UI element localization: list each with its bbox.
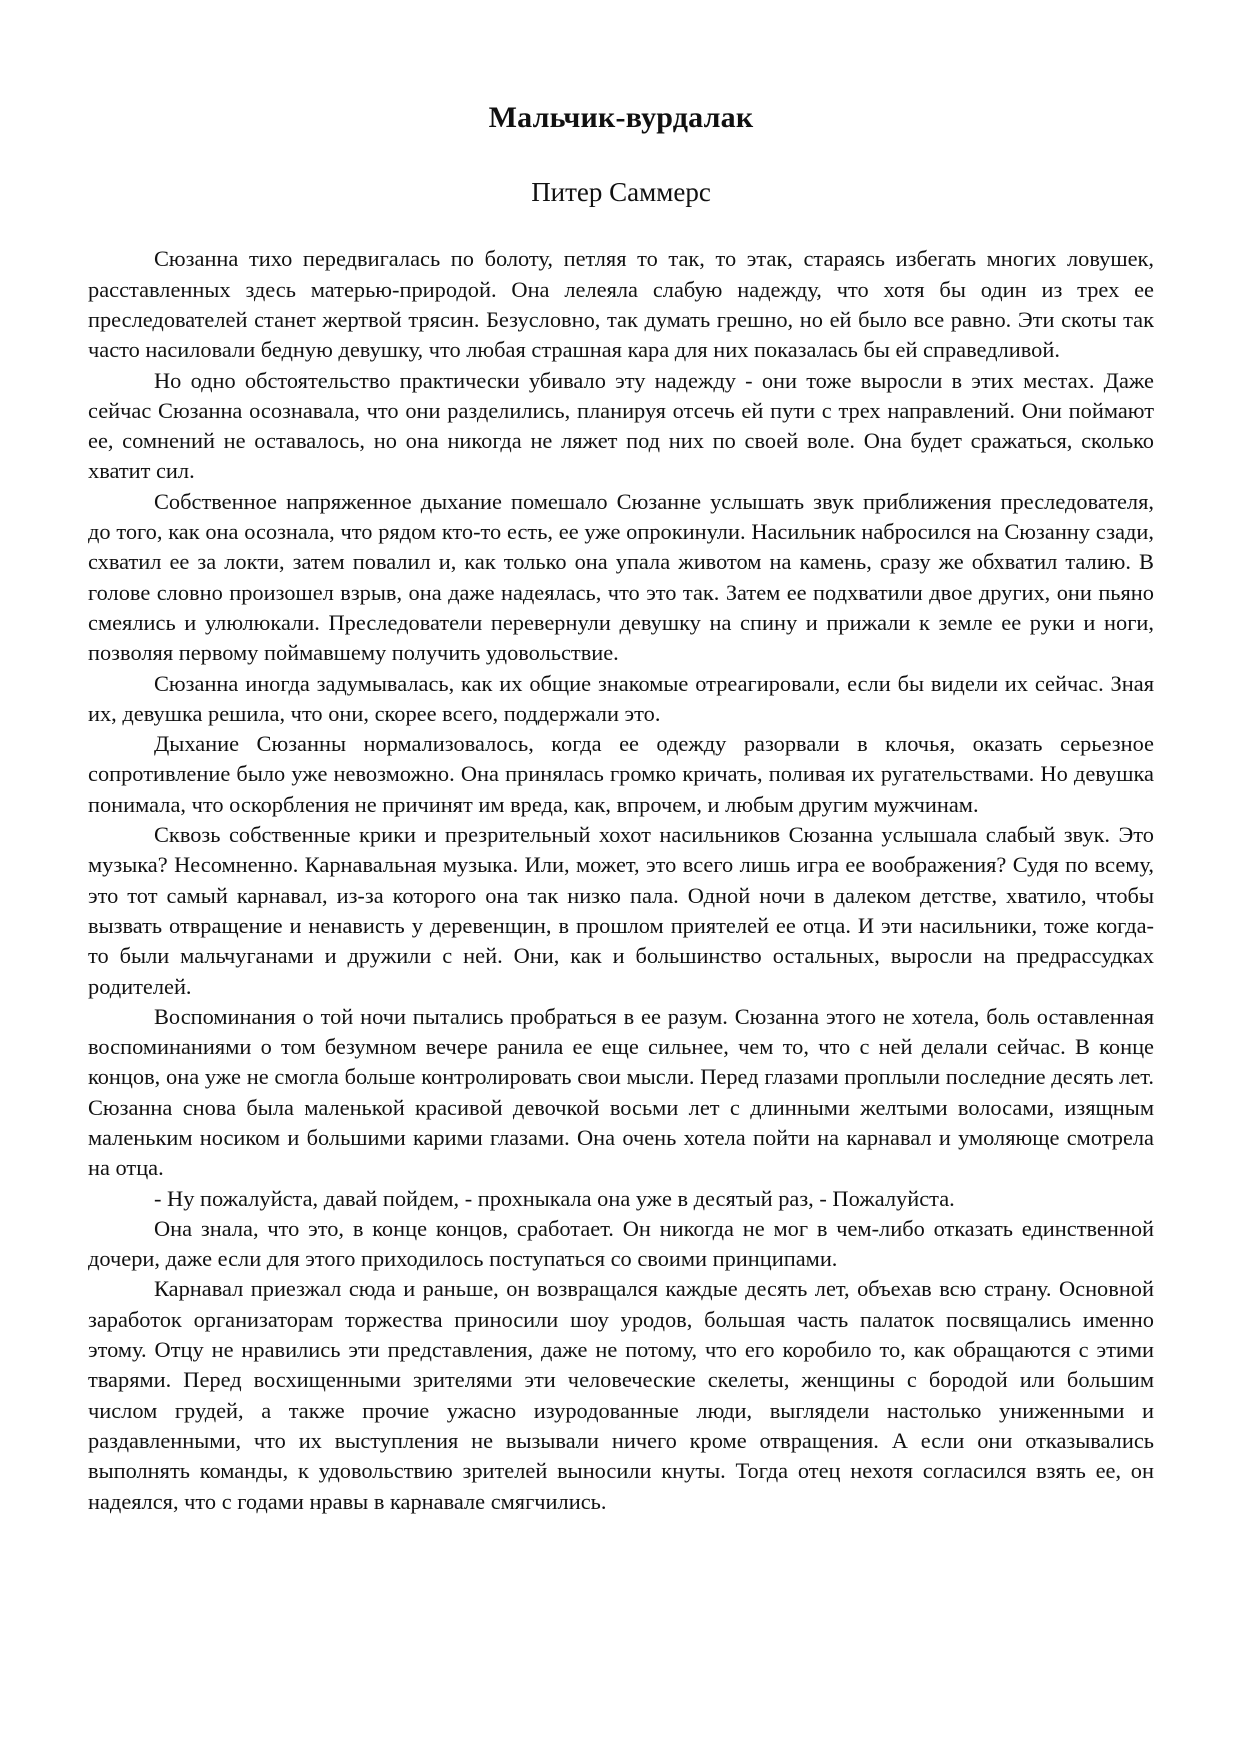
paragraph: Она знала, что это, в конце концов, сработает. Он никогда не мог в чем-либо отказать единственной дочери, даже если для этого приходилось поступаться со своими принципами. — [88, 1215, 1154, 1272]
page-title: Мальчик-вурдалак — [488, 101, 754, 134]
paragraph: Воспоминания о той ночи пытались пробраться в ее разум. Сюзанна этого не хотела, боль оставленная воспоминаниями о том безумном вечере ранила ее еще сильнее, чем то, что с ней делали сейчас. В конце концов, она уже не смогла больше контролировать свои мысли. Перед глазами проплыли последние десять лет. Сюзанна снова была маленькой красивой девочкой восьми лет с длинными желтыми волосами, изящным маленьким носиком и большими карими глазами. Она очень хотела пойти на карнавал и умоляюще смотрела на отца. — [88, 1003, 1154, 1181]
paragraph: Но одно обстоятельство практически убивало эту надежду - они тоже выросли в этих местах. Даже сейчас Сюзанна осознавала, что они разделились, планируя отсечь ей пути с трех направлений. Они поймают ее, сомнений не оставалось, но она никогда не ляжет под них по своей воле. Она будет сражаться, сколько хватит сил. — [88, 367, 1154, 484]
paragraph: - Ну пожалуйста, давай пойдем, - прохныкала она уже в десятый раз, - Пожалуйста. — [154, 1185, 955, 1211]
paragraph: Сюзанна иногда задумывалась, как их общие знакомые отреагировали, если бы видели их сейчас. Зная их, девушка решила, что они, скорее всего, поддержали это. — [88, 670, 1154, 726]
paragraph: Карнавал приезжал сюда и раньше, он возвращался каждые десять лет, объехав всю страну. Основной заработок организаторам торжества приносили шоу уродов, большая часть палаток посвящались именно этому. Отцу не нравились эти представления, даже не потому, что его коробило то, как обращаются с этими тварями. Перед восхищенными зрителями эти человеческие скелеты, женщины с бородой или большим числом грудей, а также прочие ужасно изуродованные люди, выглядели настолько униженными и раздавленными, что их выступления не вызывали ничего кроме отвращения. А если они отказывались выполнять команды, к удовольствию зрителей выносили кнуты. Тогда отец нехотя согласился взять ее, он надеялся, что с годами нравы в карнавале смягчились. — [88, 1276, 1154, 1514]
paragraph: Сюзанна тихо передвигалась по болоту, петляя то так, то этак, стараясь избегать многих ловушек, расставленных здесь матерью-природой. Она лелеяла слабую надежду, что хотя бы один из трех ее преследователей станет жертвой трясин. Безусловно, так думать грешно, но ей было все равно. Эти скоты так часто насиловали бедную девушку, что любая страшная кара для них показалась бы ей справедливой. — [88, 246, 1154, 363]
author-byline: Питер Саммерс — [531, 177, 711, 207]
paragraph: Собственное напряженное дыхание помешало Сюзанне услышать звук приближения преследователя, до того, как она осознала, что рядом кто-то есть, ее уже опрокинули. Насильник набросился на Сюзанну сзади, схватил ее за локти, затем повалил и, как только она упала животом на камень, сразу же обхватил талию. В голове словно произошел взрыв, она даже надеялась, что это так. Затем ее подхватили двое других, они пьяно смеялись и улюлюкали. Преследователи перевернули девушку на спину и прижали к земле ее руки и ноги, позволяя первому поймавшему получить удовольствие. — [88, 488, 1154, 666]
paragraph: Дыхание Сюзанны нормализовалось, когда ее одежду разорвали в клочья, оказать серьезное сопротивление было уже невозможно. Она принялась громко кричать, поливая их ругательствами. Но девушка понимала, что оскорбления не причинят им вреда, как, впрочем, и любым другим мужчинам. — [88, 731, 1154, 817]
paragraph: Сквозь собственные крики и презрительный хохот насильников Сюзанна услышала слабый звук. Это музыка? Несомненно. Карнавальная музыка. Или, может, это всего лишь игра ее воображения? Судя по всему, это тот самый карнавал, из-за которого она так низко пала. Одной ночи в далеком детстве, хватило, чтобы вызвать отвращение и ненависть у деревенщин, в прошлом приятелей ее отца. И эти насильники, тоже когда-то были мальчуганами и дружили с ней. Они, как и большинство остальных, выросли на предрассудках родителей. — [88, 822, 1154, 999]
body-text — [88, 208, 1154, 1516]
page-content — [88, 0, 1154, 1517]
